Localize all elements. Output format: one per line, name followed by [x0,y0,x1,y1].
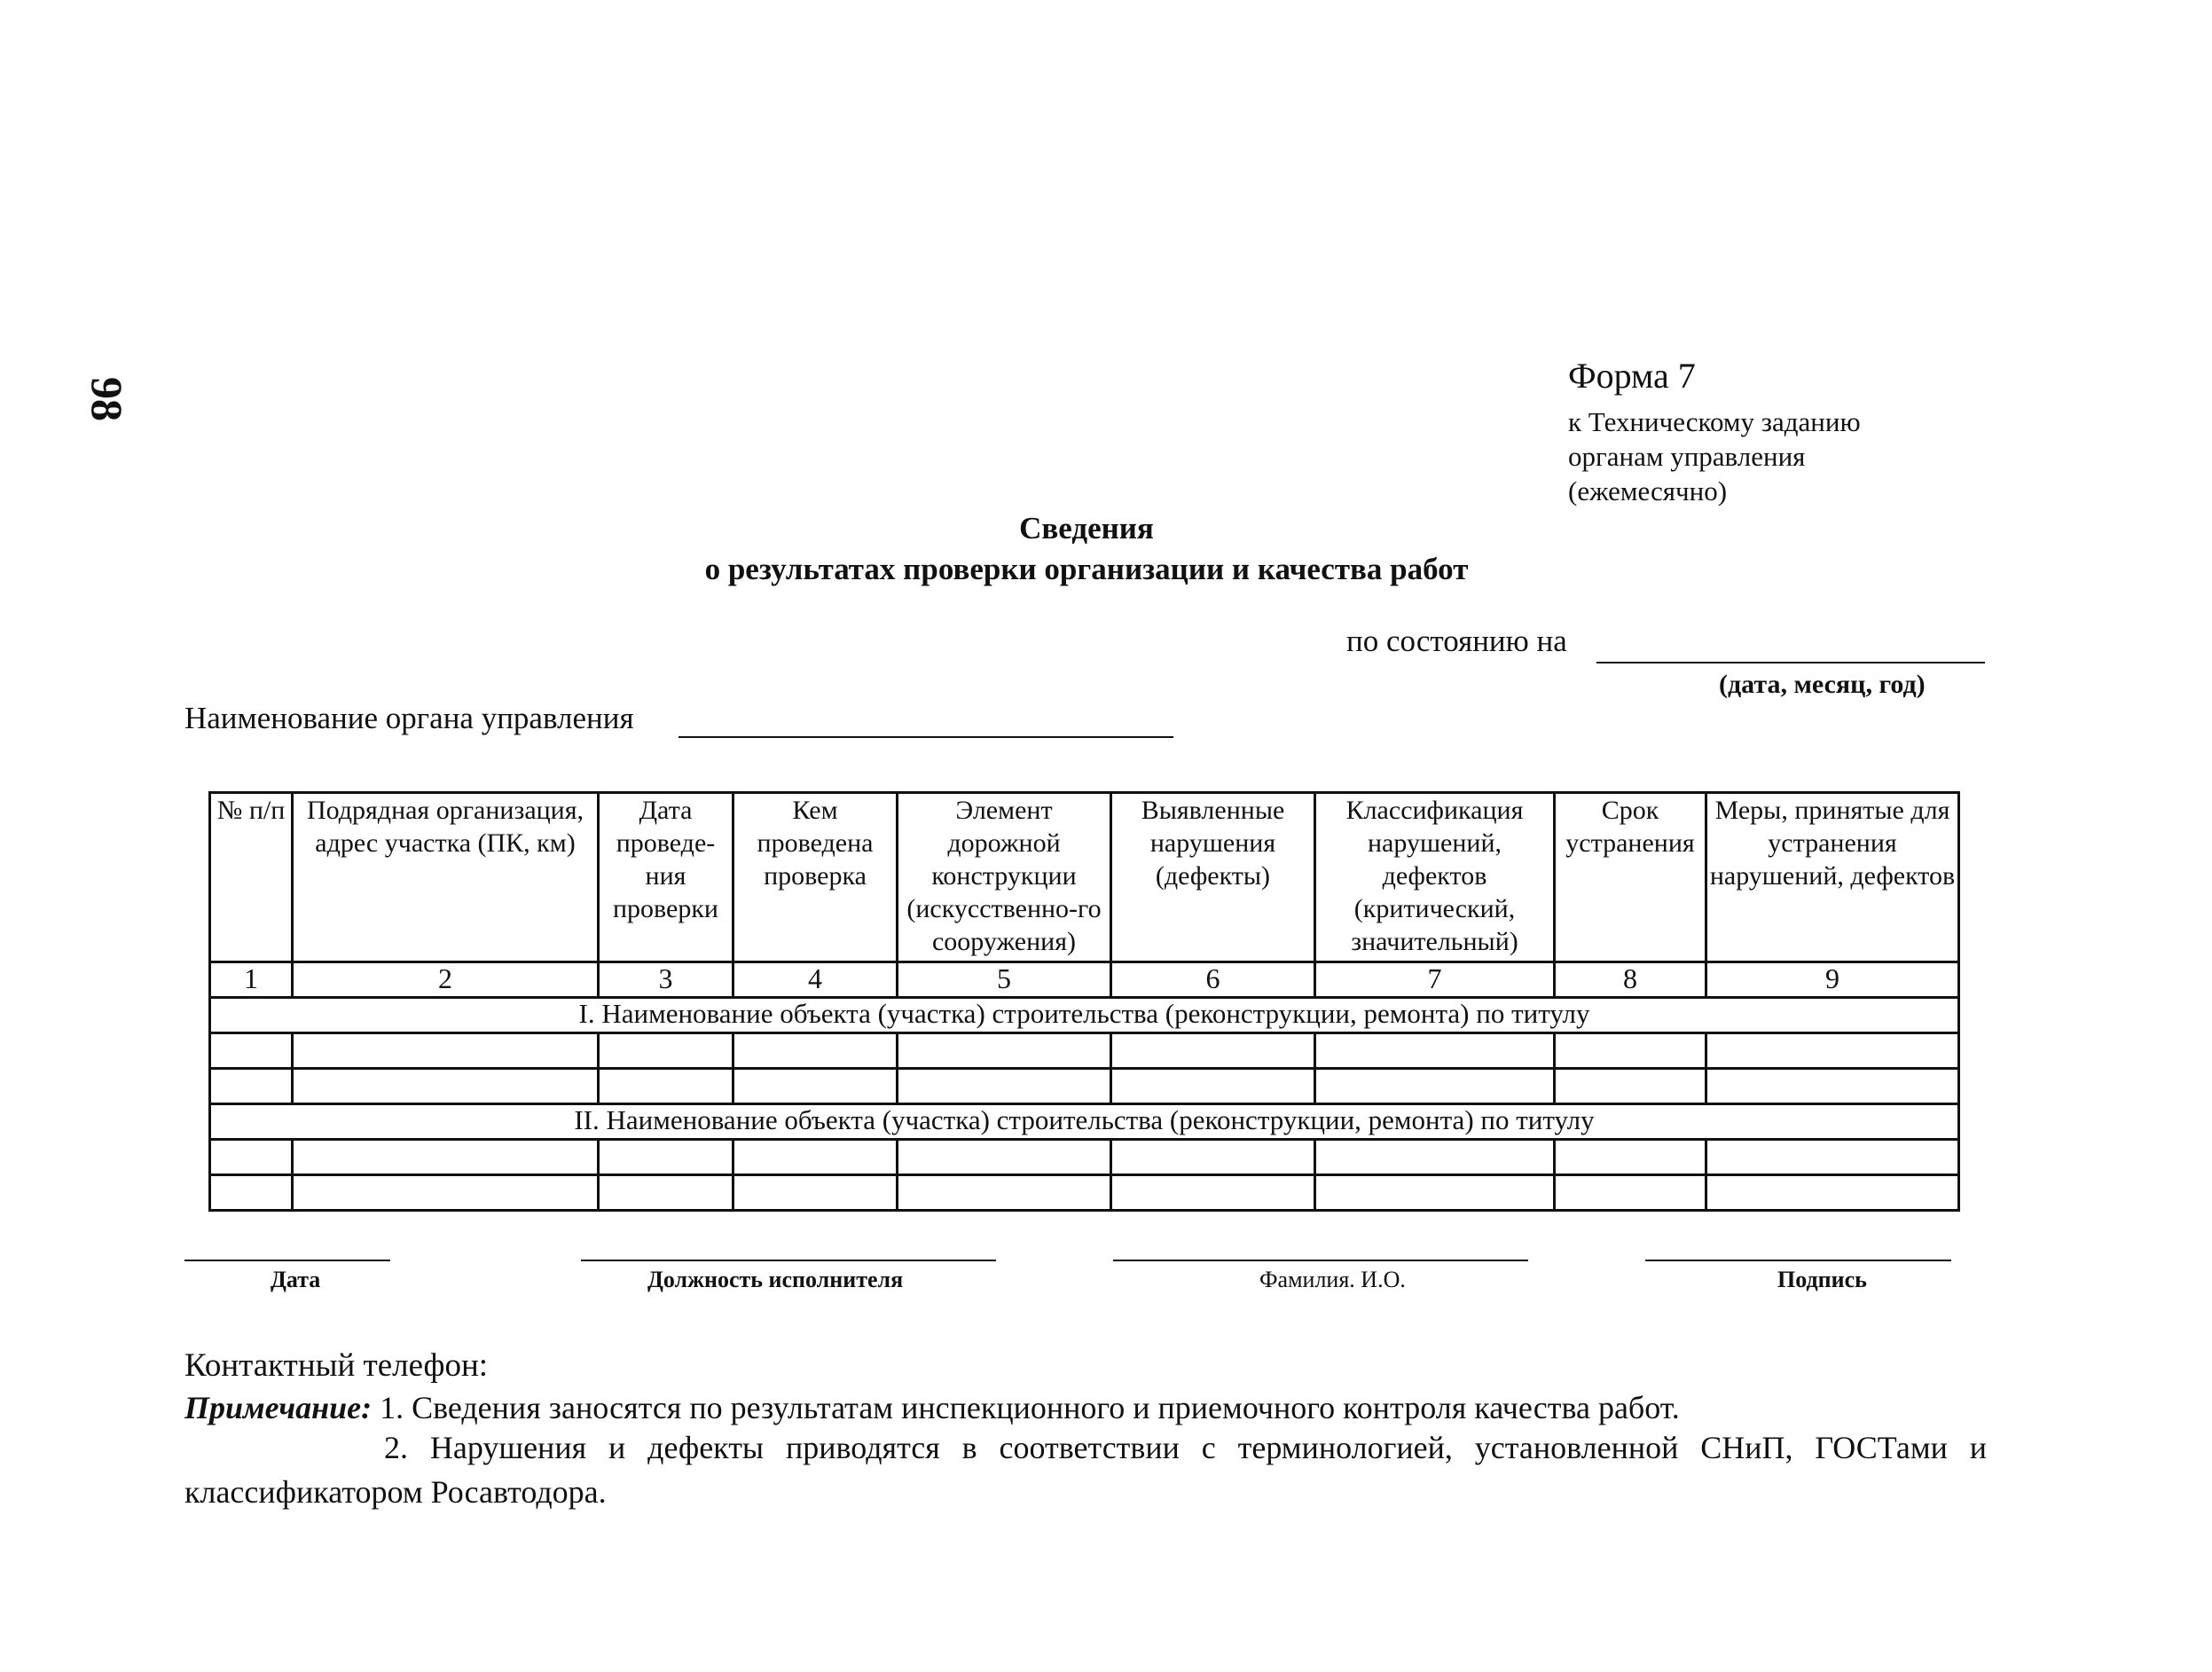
section-row-1 [210,998,1959,1033]
form-title: Форма 7 [1568,356,1696,396]
column-number: 3 [599,962,733,998]
org-name-label: Наименование органа управления [184,701,634,735]
section-title-2: II. Наименование объекта (участка) строительства (реконструкции, ремонта) по титулу [210,1104,1959,1140]
header-inspection-date: Дата проведе-ния проверки [599,793,733,962]
column-number: 2 [293,962,599,998]
table-cell[interactable] [733,1140,898,1175]
table-row [210,1140,1959,1175]
table-cell[interactable] [1555,1033,1706,1069]
table-cell[interactable] [599,1069,733,1104]
form-subtitle-line-2: органам управления [1568,441,1806,472]
table-cell[interactable] [1706,1069,1959,1104]
header-road-element: Элемент дорожной конструкции (искусственно-го сооружения) [898,793,1111,962]
table-cell[interactable] [599,1033,733,1069]
form-subtitle-line-3: (ежемесячно) [1568,475,1728,506]
column-number: 7 [1315,962,1555,998]
table-cell[interactable] [293,1069,599,1104]
table-cell[interactable] [293,1033,599,1069]
table-cell[interactable] [210,1033,293,1069]
note-item-1: 1. Сведения заносятся по результатам инспекционного и приемочного контроля качества работ. [372,1390,1680,1425]
note-item-2: 2. Нарушения и дефекты приводятся в соответствии с терминологией, установленной СНиП, ГОСТами и классификатором Росавтодора. [184,1430,1987,1510]
document-subtitle: о результатах проверки организации и качества работ [704,552,1469,586]
table-cell[interactable] [1111,1069,1315,1104]
table-cell[interactable] [898,1069,1111,1104]
note-1 [184,1385,1987,1430]
table-cell[interactable] [1555,1069,1706,1104]
column-number-row [210,962,1959,998]
table-header-row [210,793,1959,962]
table-cell[interactable] [1706,1140,1959,1175]
table-cell[interactable] [293,1175,599,1211]
header-classification: Классификация нарушений, дефектов (критический, значительный) [1315,793,1555,962]
as-of-label: по состоянию на [1346,624,1567,658]
column-number: 8 [1555,962,1706,998]
column-number: 5 [898,962,1111,998]
table-cell[interactable] [1315,1069,1555,1104]
table-cell[interactable] [599,1175,733,1211]
table-cell[interactable] [1706,1175,1959,1211]
signature-line[interactable] [1645,1260,1951,1261]
section-row-2 [210,1104,1959,1140]
column-number: 4 [733,962,898,998]
table-cell[interactable] [1555,1175,1706,1211]
date-signature-line[interactable] [184,1260,390,1261]
table-cell[interactable] [1111,1140,1315,1175]
contact-phone-label: Контактный телефон: [184,1347,489,1384]
position-signature-line[interactable] [581,1260,996,1261]
table-cell[interactable] [898,1175,1111,1211]
form-subtitle-line-1: к Техническому заданию [1568,406,1861,437]
table-cell[interactable] [898,1140,1111,1175]
table-cell[interactable] [898,1033,1111,1069]
table-cell[interactable] [293,1140,599,1175]
header-measures: Меры, принятые для устранения нарушений, дефектов [1706,793,1959,962]
table-cell[interactable] [210,1175,293,1211]
table-cell[interactable] [210,1140,293,1175]
name-signature-line[interactable] [1113,1260,1528,1261]
table-cell[interactable] [1706,1033,1959,1069]
table-row [210,1069,1959,1104]
date-label: Дата [271,1267,321,1292]
name-label: Фамилия. И.О. [1259,1267,1406,1292]
column-number: 9 [1706,962,1959,998]
table-cell[interactable] [733,1033,898,1069]
table-cell[interactable] [733,1069,898,1104]
table-cell[interactable] [599,1140,733,1175]
signature-label: Подпись [1777,1267,1867,1292]
table-cell[interactable] [1315,1140,1555,1175]
as-of-date-field[interactable] [1596,662,1985,663]
table-row [210,1033,1959,1069]
header-deadline: Срок устранения [1555,793,1706,962]
table-row [210,1175,1959,1211]
header-inspector: Кем проведена проверка [733,793,898,962]
header-contractor: Подрядная организация, адрес участка (ПК, км) [293,793,599,962]
column-number: 1 [210,962,293,998]
header-number: № п/п [210,793,293,962]
table-cell[interactable] [1111,1033,1315,1069]
table-cell[interactable] [1315,1175,1555,1211]
org-name-field[interactable] [679,736,1173,738]
section-title-1: I. Наименование объекта (участка) строительства (реконструкции, ремонта) по титулу [210,998,1959,1033]
table-cell[interactable] [210,1069,293,1104]
note-label: Примечание: [184,1390,373,1425]
document-title: Сведения [1019,511,1154,546]
page-number: 98 [82,377,132,421]
as-of-date-hint: (дата, месяц, год) [1719,670,1926,699]
header-violations: Выявленные нарушения (дефекты) [1111,793,1315,962]
table-cell[interactable] [1111,1175,1315,1211]
table-cell[interactable] [733,1175,898,1211]
report-table [208,791,1960,1212]
table-cell[interactable] [1315,1033,1555,1069]
table-cell[interactable] [1555,1140,1706,1175]
column-number: 6 [1111,962,1315,998]
position-label: Должность исполнителя [647,1267,904,1292]
